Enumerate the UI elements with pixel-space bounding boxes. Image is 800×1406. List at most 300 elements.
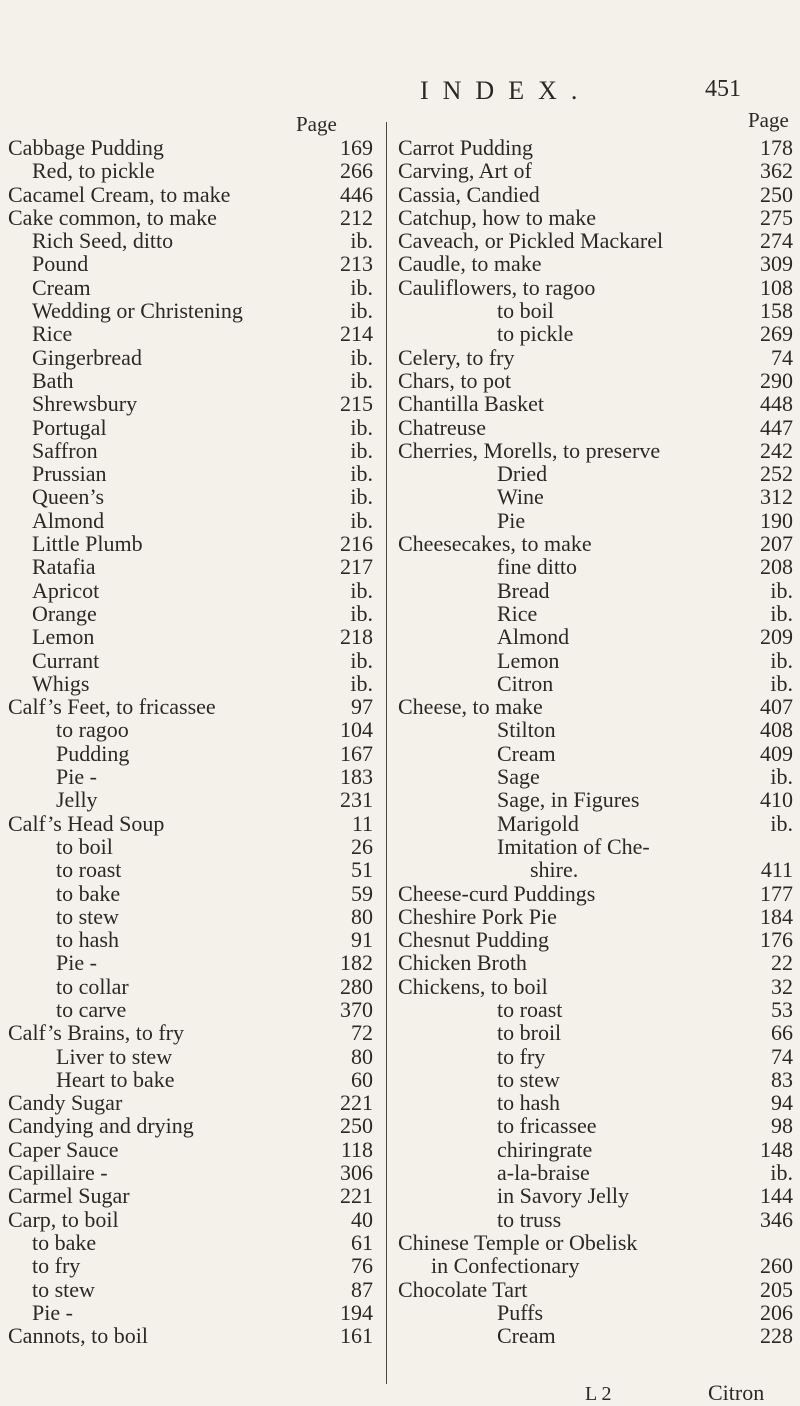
index-entry-page: 177 — [760, 880, 793, 906]
index-entry — [398, 625, 793, 648]
index-entry-page: 108 — [760, 274, 793, 300]
index-entry-page: 144 — [760, 1183, 793, 1209]
index-entry — [398, 905, 793, 928]
index-entry — [398, 229, 793, 252]
index-entry-page: ib. — [350, 484, 373, 510]
index-entry-page: ib. — [350, 647, 373, 673]
index-entry-label: Pie - — [56, 764, 97, 790]
index-entry-label: Cherries, Morells, to preserve — [398, 437, 661, 463]
index-entry-label: Calf’s Feet, to fricassee — [8, 694, 216, 720]
index-entry — [8, 555, 381, 578]
index-entry-page: 98 — [771, 1113, 793, 1139]
index-entry-page: 83 — [771, 1066, 793, 1092]
index-entry-page: 231 — [340, 787, 373, 813]
index-entry-label: Chicken Broth — [398, 950, 527, 976]
index-entry-label: to roast — [56, 857, 122, 883]
index-entry-label: Candy Sugar — [8, 1090, 123, 1116]
index-entry-label: Liver to stew — [56, 1043, 173, 1069]
column-divider — [386, 122, 387, 1384]
index-entry — [8, 1184, 381, 1207]
index-entry — [398, 1045, 793, 1068]
index-entry-page: ib. — [350, 461, 373, 487]
index-entry-label: Cheesecakes, to make — [398, 531, 592, 557]
index-entry — [8, 1254, 381, 1277]
index-entry — [8, 998, 381, 1021]
index-entry-page: ib. — [770, 810, 793, 836]
index-entry-page: 32 — [771, 973, 793, 999]
index-entry-label: Caveach, or Pickled Mackarel — [398, 228, 664, 254]
page-number: 451 — [705, 76, 741, 102]
index-entry-label: Stilton — [497, 717, 556, 743]
index-entry — [8, 346, 381, 369]
index-entry-page: 312 — [760, 484, 793, 510]
index-entry — [8, 812, 381, 835]
index-entry-page: 178 — [760, 135, 793, 160]
index-entry — [398, 882, 793, 905]
index-entry-page: 280 — [340, 973, 373, 999]
index-entry — [398, 602, 793, 625]
index-entry-label: chiringrate — [497, 1136, 593, 1162]
index-entry-label: Caudle, to make — [398, 251, 542, 277]
index-entry-page: 184 — [760, 903, 793, 929]
index-entry — [8, 1161, 381, 1184]
index-entry — [398, 1091, 793, 1114]
index-entry-page: 221 — [340, 1090, 373, 1116]
index-entry-page: 97 — [351, 694, 373, 720]
index-entry-page: 72 — [351, 1020, 373, 1046]
index-entry — [398, 252, 793, 275]
index-entry-label: Bread — [497, 577, 550, 603]
index-entry — [8, 369, 381, 392]
index-entry-label: Celery, to fry — [398, 344, 515, 370]
index-entry-label: Whigs — [32, 670, 90, 696]
index-entry-label: Caper Sauce — [8, 1136, 119, 1162]
index-entry — [398, 206, 793, 229]
index-entry — [8, 276, 381, 299]
index-entry-label: to roast — [497, 996, 563, 1022]
index-entry-page: 207 — [760, 531, 793, 557]
index-entry — [398, 579, 793, 602]
index-entry-label: Heart to bake — [56, 1066, 175, 1092]
page-title: INDEX. — [420, 76, 592, 105]
right-index-column — [398, 136, 793, 1347]
index-entry — [398, 509, 793, 532]
index-entry-page: 51 — [351, 857, 373, 883]
index-entry-page: 290 — [760, 367, 793, 393]
index-entry-label: Gingerbread — [32, 344, 142, 370]
index-entry — [398, 392, 793, 415]
index-entry-page: 76 — [351, 1253, 373, 1279]
index-entry-label: Lemon — [497, 647, 560, 673]
index-entry-label: Cassia, Candied — [398, 181, 540, 207]
index-entry-label: Chickens, to boil — [398, 973, 548, 999]
index-entry-page: 213 — [340, 251, 373, 277]
index-entry — [8, 252, 381, 275]
index-entry-page: 59 — [351, 880, 373, 906]
index-entry-label: Carving, Art of — [398, 158, 532, 184]
index-entry-page: 217 — [340, 554, 373, 580]
index-entry-label: to bake — [56, 880, 121, 906]
index-entry — [398, 1301, 793, 1324]
index-entry-page: ib. — [350, 507, 373, 533]
index-entry — [8, 136, 381, 159]
index-entry-label: Pie - — [56, 950, 97, 976]
index-entry — [398, 812, 793, 835]
index-entry — [8, 579, 381, 602]
index-entry-label: Calf’s Brains, to fry — [8, 1020, 184, 1046]
index-entry-label: Chantilla Basket — [398, 391, 545, 417]
index-entry — [398, 369, 793, 392]
index-entry-label: Cream — [497, 1323, 556, 1349]
index-entry-label: Red, to pickle — [32, 158, 155, 184]
index-entry — [8, 1301, 381, 1324]
index-entry-page: 182 — [340, 950, 373, 976]
index-entry — [398, 1021, 793, 1044]
index-entry-page: ib. — [350, 367, 373, 393]
index-entry — [8, 1278, 381, 1301]
index-entry-label: Marigold — [497, 810, 579, 836]
index-entry-page: ib. — [350, 228, 373, 254]
index-entry-page: 208 — [760, 554, 793, 580]
index-entry — [398, 1278, 793, 1301]
index-entry-label: Cream — [32, 274, 91, 300]
index-entry-page: ib. — [770, 647, 793, 673]
index-entry-label: Cannots, to boil — [8, 1323, 148, 1349]
left-page-heading: Page — [296, 112, 337, 136]
index-entry-page: 167 — [340, 740, 373, 766]
index-entry-label: Cacamel Cream, to make — [8, 181, 231, 207]
index-entry-page: 448 — [760, 391, 793, 417]
index-entry-page: 215 — [340, 391, 373, 417]
index-entry-page: 61 — [351, 1229, 373, 1255]
left-index-column — [8, 136, 381, 1347]
index-entry — [8, 532, 381, 555]
index-entry-page: 87 — [351, 1276, 373, 1302]
index-entry-label: Catchup, how to make — [398, 204, 596, 230]
index-entry — [8, 858, 381, 881]
index-entry-label: a-la-braise — [497, 1160, 590, 1186]
index-entry-page: 218 — [340, 624, 373, 650]
index-entry-label: Pie - — [32, 1299, 73, 1325]
index-entry — [8, 882, 381, 905]
index-entry-label: Wedding or Christening — [32, 298, 243, 324]
index-entry-label: to ragoo — [56, 717, 129, 743]
index-entry-page: 309 — [760, 251, 793, 277]
index-entry-label: Calf’s Head Soup — [8, 810, 165, 836]
index-entry — [398, 322, 793, 345]
index-entry-label: to carve — [56, 996, 127, 1022]
index-entry — [8, 206, 381, 229]
index-entry-label: to boil — [497, 298, 554, 324]
index-entry-label: to stew — [497, 1066, 560, 1092]
index-entry-page: 250 — [760, 181, 793, 207]
index-entry — [398, 788, 793, 811]
index-entry-page: 409 — [760, 740, 793, 766]
index-entry — [8, 159, 381, 182]
index-entry-page: 447 — [760, 414, 793, 440]
index-entry-page: 91 — [351, 927, 373, 953]
index-entry — [398, 1138, 793, 1161]
index-entry-label: Carp, to boil — [8, 1206, 119, 1232]
index-entry — [8, 672, 381, 695]
index-entry-page: 205 — [760, 1276, 793, 1302]
index-entry — [8, 1138, 381, 1161]
index-entry-page: ib. — [350, 437, 373, 463]
index-entry-page: 74 — [771, 1043, 793, 1069]
index-entry-label: Orange — [32, 600, 97, 626]
index-entry-page: 194 — [340, 1299, 373, 1325]
index-entry-page: 221 — [340, 1183, 373, 1209]
index-entry — [8, 439, 381, 462]
index-entry-page: 80 — [351, 1043, 373, 1069]
index-entry-label: Almond — [497, 624, 570, 650]
index-entry-label: Little Plumb — [32, 531, 143, 557]
index-entry — [398, 928, 793, 951]
index-entry — [8, 1208, 381, 1231]
index-entry-label: Sage, in Figures — [497, 787, 640, 813]
index-entry — [8, 765, 381, 788]
catchword: Citron — [708, 1380, 765, 1405]
index-entry-label: Cream — [497, 740, 556, 766]
index-entry-page: 11 — [351, 810, 373, 836]
index-entry-label: Bath — [32, 367, 74, 393]
index-entry-page: 269 — [760, 321, 793, 347]
index-entry — [398, 555, 793, 578]
index-entry-page: 209 — [760, 624, 793, 650]
index-entry — [398, 951, 793, 974]
index-entry-page: 53 — [771, 996, 793, 1022]
index-entry-page: 275 — [760, 204, 793, 230]
index-entry-page: 40 — [351, 1206, 373, 1232]
index-entry-page: 362 — [760, 158, 793, 184]
index-entry-page: ib. — [770, 600, 793, 626]
index-entry-page: 346 — [760, 1206, 793, 1232]
index-entry-page: 183 — [340, 764, 373, 790]
index-entry — [398, 765, 793, 788]
index-entry-label: Prussian — [32, 461, 107, 487]
index-entry-page: 148 — [760, 1136, 793, 1162]
index-entry — [8, 1021, 381, 1044]
index-entry — [8, 1068, 381, 1091]
index-entry-page: ib. — [770, 670, 793, 696]
index-entry-page: 60 — [351, 1066, 373, 1092]
index-entry — [8, 1231, 381, 1254]
index-entry-page: 206 — [760, 1299, 793, 1325]
index-entry-label: Shrewsbury — [32, 391, 138, 417]
index-entry-label: to stew — [32, 1276, 95, 1302]
index-entry-label: to pickle — [497, 321, 574, 347]
index-entry-label: to fry — [497, 1043, 546, 1069]
index-entry — [398, 485, 793, 508]
index-entry — [8, 905, 381, 928]
index-entry-page: 94 — [771, 1090, 793, 1116]
index-entry — [8, 649, 381, 672]
index-entry-page: ib. — [770, 764, 793, 790]
index-entry — [398, 672, 793, 695]
index-entry-page: ib. — [350, 298, 373, 324]
index-entry — [8, 695, 381, 718]
index-entry-page: 104 — [340, 717, 373, 743]
index-entry — [8, 835, 381, 858]
index-entry — [398, 439, 793, 462]
index-entry-label: Rich Seed, ditto — [32, 228, 174, 254]
index-entry-page: 80 — [351, 903, 373, 929]
index-entry — [8, 229, 381, 252]
index-entry-label: Cabbage Pudding — [8, 135, 164, 160]
index-entry — [8, 1114, 381, 1137]
index-entry-label: Chesnut Pudding — [398, 927, 549, 953]
index-entry — [398, 276, 793, 299]
index-entry-label: Lemon — [32, 624, 95, 650]
index-entry-page: ib. — [350, 670, 373, 696]
index-entry-label: Chocolate Tart — [398, 1276, 528, 1302]
index-entry — [398, 695, 793, 718]
index-entry — [8, 602, 381, 625]
index-entry-label: Cheshire Pork Pie — [398, 903, 557, 929]
index-entry-label: Apricot — [32, 577, 100, 603]
index-entry-page: 407 — [760, 694, 793, 720]
index-entry — [398, 998, 793, 1021]
index-entry — [398, 649, 793, 672]
index-entry — [8, 625, 381, 648]
index-entry — [8, 1324, 381, 1347]
index-entry — [8, 299, 381, 322]
index-entry-label: in Confectionary — [431, 1253, 580, 1279]
index-entry — [398, 1208, 793, 1231]
index-entry — [8, 742, 381, 765]
index-entry — [398, 1231, 793, 1254]
index-entry-page: 216 — [340, 531, 373, 557]
index-entry — [398, 462, 793, 485]
index-entry — [398, 1161, 793, 1184]
index-entry-page: 169 — [340, 135, 373, 160]
index-entry-label: Jelly — [56, 787, 98, 813]
index-entry-label: to truss — [497, 1206, 562, 1232]
index-entry-label: to stew — [56, 903, 119, 929]
index-entry — [398, 183, 793, 206]
index-entry-label: Carmel Sugar — [8, 1183, 130, 1209]
index-entry-label: Currant — [32, 647, 100, 673]
index-entry — [398, 742, 793, 765]
index-entry-page: 212 — [340, 204, 373, 230]
index-entry-label: Almond — [32, 507, 105, 533]
index-entry-page: 118 — [340, 1136, 373, 1162]
index-entry-page: 410 — [760, 787, 793, 813]
index-entry-page: 260 — [760, 1253, 793, 1279]
index-entry — [398, 136, 793, 159]
index-entry-label: Pudding — [56, 740, 130, 766]
index-entry-label: Capillaire - — [8, 1160, 108, 1186]
index-entry — [8, 392, 381, 415]
index-entry-label: to boil — [56, 833, 113, 859]
index-entry-label: Dried — [497, 461, 548, 487]
index-entry — [8, 509, 381, 532]
index-entry-page: 252 — [760, 461, 793, 487]
index-entry-page: 26 — [351, 833, 373, 859]
index-entry-page: ib. — [350, 344, 373, 370]
index-entry-label: Chinese Temple or Obelisk — [398, 1229, 638, 1255]
index-entry — [398, 1254, 793, 1277]
index-entry-label: Chatreuse — [398, 414, 486, 440]
index-entry-label: Saffron — [32, 437, 98, 463]
index-entry — [8, 1045, 381, 1068]
index-entry-label: Cheese, to make — [398, 694, 543, 720]
index-entry — [398, 975, 793, 998]
index-entry-page: 242 — [760, 437, 793, 463]
index-entry — [8, 718, 381, 741]
signature-mark: L 2 — [585, 1383, 612, 1405]
index-entry — [8, 975, 381, 998]
index-entry — [8, 951, 381, 974]
index-entry-label: Rice — [32, 321, 73, 347]
index-entry-page: 22 — [771, 950, 793, 976]
index-entry — [398, 532, 793, 555]
index-entry — [398, 159, 793, 182]
index-entry-page: ib. — [350, 600, 373, 626]
index-entry-page: 158 — [760, 298, 793, 324]
index-entry — [398, 299, 793, 322]
index-entry-label: Rice — [497, 600, 538, 626]
index-entry — [8, 322, 381, 345]
index-entry-label: to collar — [56, 973, 129, 999]
index-entry-page: 370 — [340, 996, 373, 1022]
index-entry-page: 446 — [340, 181, 373, 207]
index-entry — [8, 485, 381, 508]
index-entry — [8, 462, 381, 485]
index-entry-label: Carrot Pudding — [398, 135, 534, 160]
index-entry — [398, 718, 793, 741]
index-entry-label: fine ditto — [497, 554, 578, 580]
index-entry — [398, 858, 793, 881]
index-entry-label: Chars, to pot — [398, 367, 512, 393]
index-entry — [398, 1068, 793, 1091]
index-entry-label: in Savory Jelly — [497, 1183, 629, 1209]
index-entry — [8, 183, 381, 206]
index-entry — [398, 835, 793, 858]
index-entry-page: 306 — [340, 1160, 373, 1186]
index-entry-label: shire. — [530, 857, 579, 883]
index-entry-label: Pound — [32, 251, 89, 277]
index-entry-label: to hash — [497, 1090, 560, 1116]
index-entry-page: 274 — [760, 228, 793, 254]
index-entry-page: ib. — [770, 577, 793, 603]
index-entry-page: ib. — [770, 1160, 793, 1186]
index-entry-label: Candying and drying — [8, 1113, 194, 1139]
index-entry-page: ib. — [350, 577, 373, 603]
index-entry-label: Portugal — [32, 414, 107, 440]
index-entry-label: to bake — [32, 1229, 97, 1255]
index-entry-page: 266 — [340, 158, 373, 184]
index-entry — [398, 1114, 793, 1137]
index-entry-label: to fricassee — [497, 1113, 597, 1139]
index-entry-page: 161 — [340, 1323, 373, 1349]
index-entry-page: 214 — [340, 321, 373, 347]
index-entry-label: Cake common, to make — [8, 204, 217, 230]
index-entry — [8, 788, 381, 811]
index-entry-label: Cheese-curd Puddings — [398, 880, 596, 906]
index-entry — [8, 416, 381, 439]
index-entry-label: to hash — [56, 927, 119, 953]
index-entry-label: Imitation of Che- — [497, 833, 650, 859]
index-entry — [398, 1324, 793, 1347]
index-entry-page: 411 — [760, 857, 793, 883]
index-entry — [398, 346, 793, 369]
index-entry-label: Cauliflowers, to ragoo — [398, 274, 596, 300]
index-entry — [8, 1091, 381, 1114]
index-entry-page: 74 — [771, 344, 793, 370]
index-entry-label: Puffs — [497, 1299, 544, 1325]
index-entry-page: 66 — [771, 1020, 793, 1046]
